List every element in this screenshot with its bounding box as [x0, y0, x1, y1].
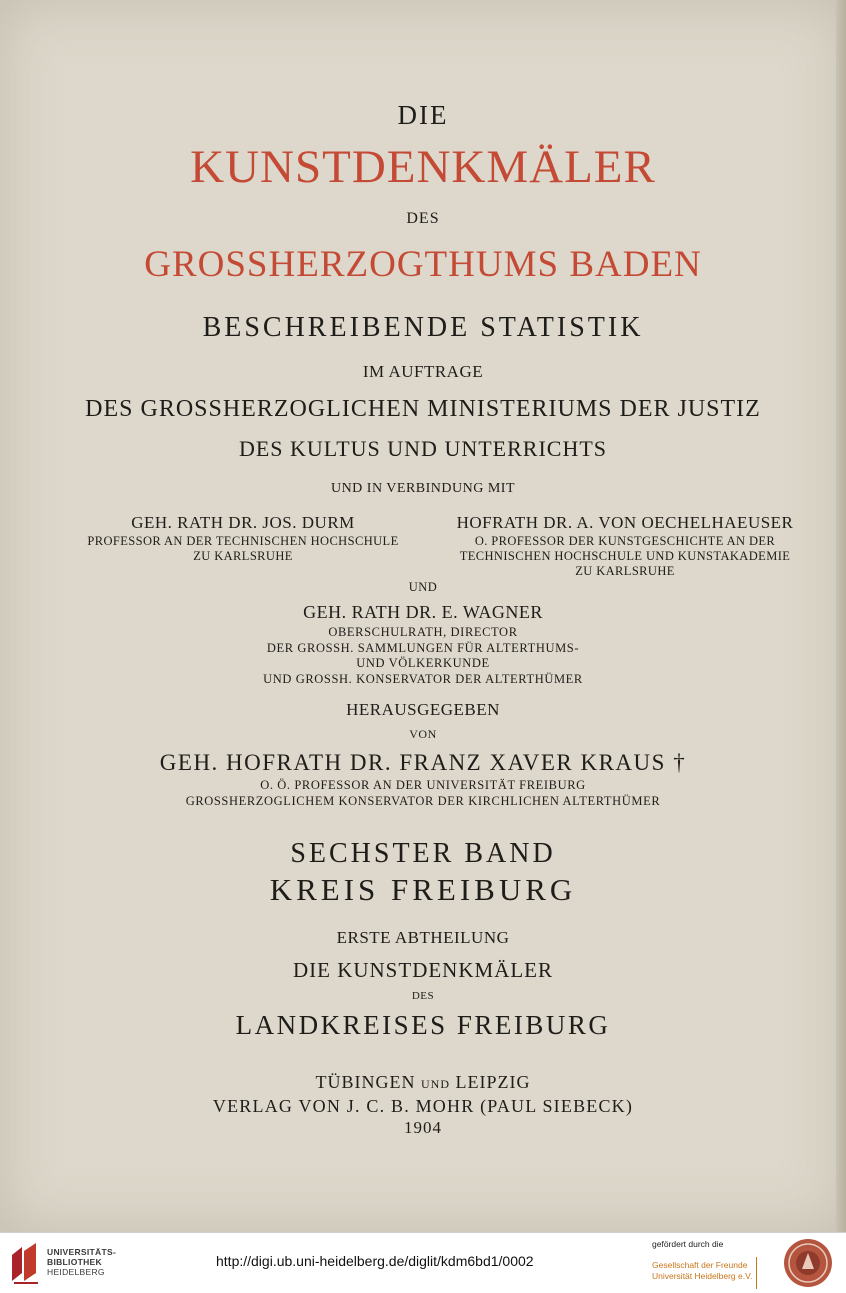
editor-wagner-line: OBERSCHULRATH, DIRECTOR [328, 625, 518, 639]
editor-title-line: PROFESSOR AN DER TECHNISCHEN HOCHSCHULE [87, 534, 399, 548]
editor-kraus-line: O. Ö. PROFESSOR AN DER UNIVERSITÄT FREIBURG [260, 778, 586, 792]
footer-bar [0, 1232, 846, 1293]
editor-title-line: ZU KARLSRUHE [575, 564, 675, 578]
text-von: VON [409, 727, 437, 741]
permalink-url[interactable]: http://digi.ub.uni-heidelberg.de/diglit/kdm6bd1/0002 [216, 1253, 534, 1269]
imprint-year: 1904 [404, 1118, 442, 1137]
volume-number: SECHSTER BAND [290, 838, 556, 869]
editor-durm [58, 512, 428, 564]
place-und: UND [421, 1077, 450, 1091]
library-line: UNIVERSITÄTS- [47, 1247, 117, 1257]
text-abtheilung: ERSTE ABTHEILUNG [336, 928, 510, 947]
heading-kunstdenkmaeler: KUNSTDENKMÄLER [190, 141, 656, 193]
editor-oechelhaeuser [430, 512, 820, 579]
text-verbindung: UND IN VERBINDUNG MIT [330, 481, 516, 496]
imprint-places [0, 1072, 846, 1093]
editor-title-line: TECHNISCHEN HOCHSCHULE UND KUNSTAKADEMIE [459, 549, 791, 563]
text-im-auftrage: IM AUFTRAGE [362, 362, 484, 381]
text-die-kunstdenkmaeler: DIE KUNSTDENKMÄLER [292, 958, 554, 982]
sponsor-divider [756, 1257, 757, 1289]
sponsor-by: gefördert durch die [652, 1239, 724, 1249]
sponsor-org: Universität Heidelberg e.V. [652, 1271, 753, 1281]
heading-die: DIE [397, 100, 449, 130]
library-line: HEIDELBERG [47, 1267, 105, 1277]
imprint-publisher: VERLAG VON J. C. B. MOHR (PAUL SIEBECK) [212, 1096, 634, 1116]
library-name[interactable] [47, 1247, 116, 1277]
editor-wagner-line: UND GROSSH. KONSERVATOR DER ALTERTHÜMER [263, 672, 583, 686]
editor-kraus-name: GEH. HOFRATH DR. FRANZ XAVER KRAUS † [159, 750, 687, 775]
sponsor-org: Gesellschaft der Freunde [652, 1260, 748, 1270]
text-herausgegeben: HERAUSGEGEBEN [346, 700, 500, 719]
sponsor-note[interactable] [652, 1239, 772, 1282]
editor-wagner-line: UND VÖLKERKUNDE [356, 656, 490, 670]
subtitle-beschreibende: BESCHREIBENDE STATISTIK [202, 312, 644, 343]
library-line: BIBLIOTHEK [47, 1257, 102, 1267]
editor-name: GEH. RATH DR. JOS. DURM [131, 513, 355, 532]
editor-title-line: O. PROFESSOR DER KUNSTGESCHICHTE AN DER [474, 534, 776, 548]
editor-kraus-line: GROSSHERZOGLICHEM KONSERVATOR DER KIRCHLICHEN ALTERTHÜMER [185, 794, 661, 808]
text-und: UND [408, 580, 438, 594]
library-logo-icon[interactable] [8, 1241, 42, 1285]
heading-grossherzogthums: GROSSHERZOGTHUMS BADEN [144, 244, 702, 285]
place-leipzig: LEIPZIG [455, 1072, 531, 1092]
university-seal-icon[interactable] [780, 1237, 836, 1289]
text-kultus: DES KULTUS UND UNTERRICHTS [238, 436, 608, 461]
text-ministerium: DES GROSSHERZOGLICHEN MINISTERIUMS DER JUSTIZ [85, 396, 761, 422]
editor-wagner-line: DER GROSSH. SAMMLUNGEN FÜR ALTERTHUMS- [266, 641, 580, 655]
heading-des: DES [406, 210, 440, 227]
place-tuebingen: TÜBINGEN [315, 1072, 416, 1092]
volume-kreis: KREIS FREIBURG [269, 872, 577, 907]
editor-name: HOFRATH DR. A. VON OECHELHAEUSER [456, 513, 794, 532]
text-landkreises: LANDKREISES FREIBURG [235, 1010, 611, 1040]
editor-title-line: ZU KARLSRUHE [193, 549, 293, 563]
text-des: DES [411, 990, 435, 1002]
editor-wagner-name: GEH. RATH DR. E. WAGNER [303, 602, 543, 622]
